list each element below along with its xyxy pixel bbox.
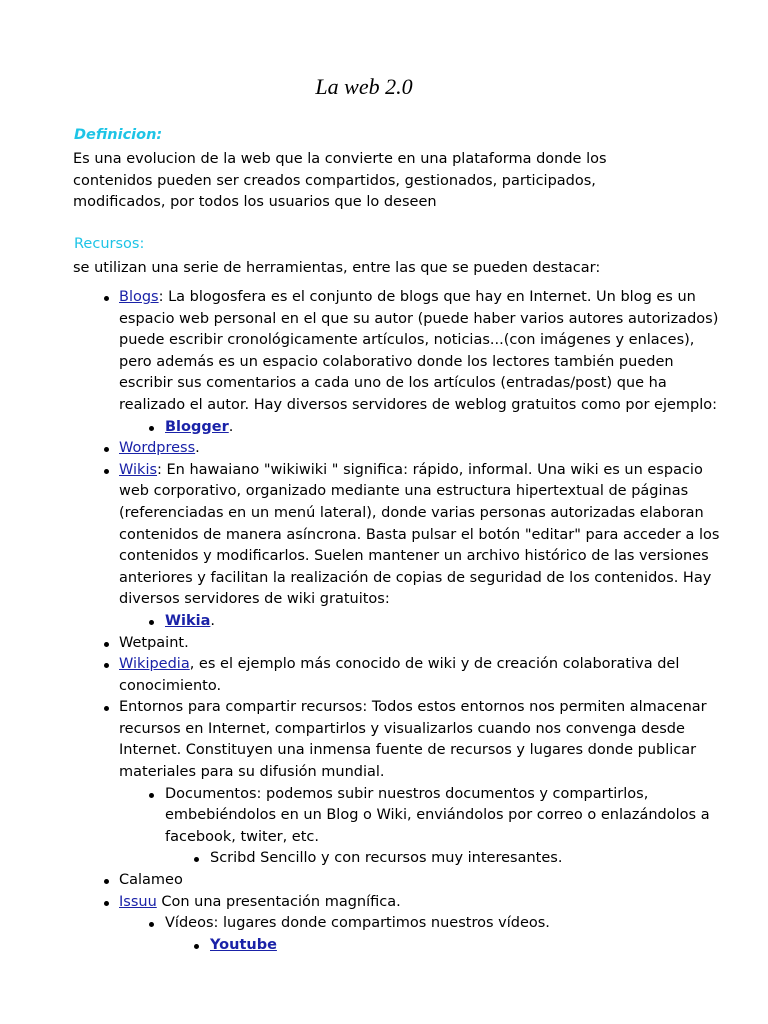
calameo-text: Calameo — [119, 872, 183, 889]
bullet-icon — [104, 296, 109, 301]
list-item-blogs — [0, 287, 731, 417]
blogger-link[interactable]: Blogger — [165, 418, 229, 435]
bullet-icon — [194, 857, 199, 862]
list-item-wikipedia — [0, 654, 731, 697]
resources-list — [0, 287, 768, 956]
issuu-text: Con una presentación magnífica. — [156, 893, 401, 910]
recursos-heading: Recursos: — [74, 236, 145, 252]
bullet-icon — [149, 426, 154, 431]
wikis-text: : En hawaiano "wikiwiki " significa: rápido, informal. Una wiki es un espacio web corporativo, organizado mediante una estructura hipertextual de páginas (referenciadas en un menú lateral), donde varias personas autorizadas elaboran contenidos de manera asíncrona. Basta pulsar el botón "editar" para acceder a los contenidos y modificarlos. Suelen mantener un archivo histórico de las versiones anteriores y facilitan la realización de copias de seguridad de los contenidos. Hay diversos servidores de wiki gratuitos: — [119, 461, 720, 608]
blogger-text: . — [228, 418, 234, 435]
wordpress-text: . — [195, 440, 200, 457]
list-item-scribd — [0, 848, 730, 870]
blogs-link[interactable]: Blogs — [119, 289, 159, 305]
list-item-wetpaint — [0, 633, 731, 655]
scribd-text: Scribd Sencillo y con recursos muy interesantes. — [210, 850, 563, 867]
issuu-link[interactable]: Issuu — [119, 893, 157, 910]
bullet-icon — [104, 901, 109, 906]
list-item-wikia — [0, 611, 731, 633]
list-item-calameo — [0, 870, 731, 892]
list-item-wikis — [0, 460, 731, 611]
list-item-entornos — [0, 697, 731, 783]
documentos-text: Documentos: podemos subir nuestros documentos y compartirlos, embebiéndolos en un Blog o Wiki, enviándolos por correo o enlazándolos a facebook, twiter, etc. — [165, 785, 710, 845]
blogs-text: : La blogosfera es el conjunto de blogs que hay en Internet. Un blog es un espacio web personal en el que su autor (puede haber varios autores autorizados) puede escribir cronológicamente artículos, noticias...(con imágenes y enlaces), pero además es un espacio colaborativo donde los lectores también pueden escribir sus comentarios a cada uno de los artículos (entradas/post) que ha realizado el autor. Hay diversos servidores de weblog gratuitos como por ejemplo: — [119, 289, 719, 413]
bullet-icon — [104, 447, 109, 452]
wikis-link[interactable]: Wikis — [119, 461, 158, 478]
bullet-icon — [104, 879, 109, 884]
bullet-icon — [104, 706, 109, 711]
page-title: La web 2.0 — [315, 74, 413, 99]
list-item-blogger — [0, 417, 731, 439]
list-item-documentos — [0, 784, 731, 849]
recursos-text: se utilizan una serie de herramientas, entre las que se pueden destacar: — [73, 260, 601, 276]
list-item-issuu — [0, 892, 731, 914]
definicion-text: Es una evolucion de la web que la convierte en una plataforma donde los contenidos pueden ser creados compartidos, gestionados, participados, modificados, por todos los usuarios que lo deseen — [73, 151, 607, 210]
wetpaint-text: Wetpaint. — [119, 634, 189, 651]
wordpress-link[interactable]: Wordpress — [119, 440, 196, 457]
wikia-text: . — [210, 612, 215, 629]
videos-text: Vídeos: lugares donde compartimos nuestros vídeos. — [165, 915, 550, 932]
bullet-icon — [104, 469, 109, 474]
wikia-link[interactable]: Wikia — [165, 612, 211, 629]
bullet-icon — [149, 922, 154, 927]
list-item-youtube — [0, 935, 730, 957]
bullet-icon — [104, 642, 109, 647]
list-item-videos — [0, 913, 731, 935]
bullet-icon — [104, 663, 109, 668]
list-item-wordpress — [0, 438, 731, 460]
entornos-text: Entornos para compartir recursos: Todos estos entornos nos permiten almacenar recursos en Internet, compartirlos y visualizarlos cuando nos convenga desde Internet. Constituyen una inmensa fuente de recursos y lugares donde publicar materiales para su difusión mundial. — [119, 699, 707, 781]
wikipedia-link[interactable]: Wikipedia — [119, 656, 190, 673]
youtube-link[interactable]: Youtube — [210, 936, 277, 953]
definicion-heading: Definicion: — [74, 127, 163, 143]
wikipedia-text: , es el ejemplo más conocido de wiki y de creación colaborativa del conocimiento. — [119, 656, 680, 694]
bullet-icon — [194, 944, 199, 949]
bullet-icon — [149, 620, 154, 625]
bullet-icon — [149, 793, 154, 798]
